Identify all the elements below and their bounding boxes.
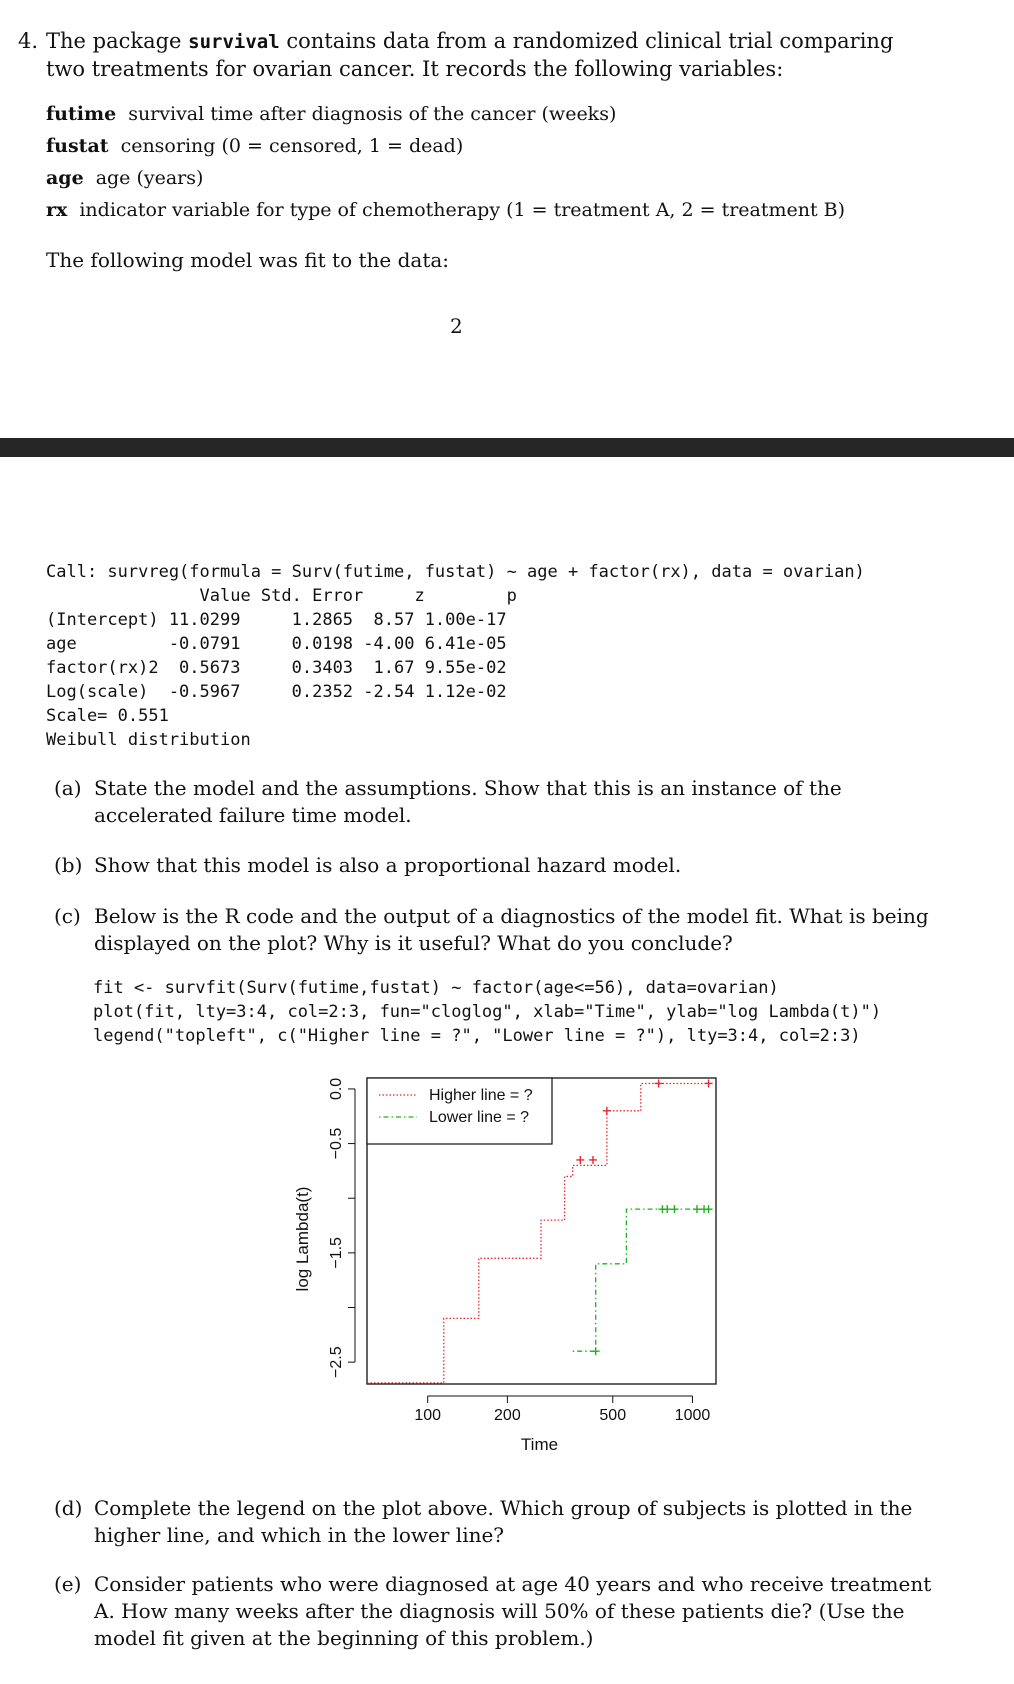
censor-mark [603, 1107, 611, 1115]
problem-intro [46, 28, 938, 83]
x-tick-label: 500 [599, 1407, 627, 1424]
part-b [54, 852, 934, 879]
censor-mark [576, 1156, 584, 1164]
part-text: State the model and the assumptions. Show that this is an instance of the accelerated failure time model. [94, 776, 842, 827]
censor-mark [592, 1347, 600, 1355]
plot-canvas [293, 1060, 736, 1460]
x-tick-label: 200 [494, 1407, 521, 1424]
y-tick-label: −0.5 [328, 1127, 345, 1160]
y-tick-label: −2.5 [328, 1346, 345, 1378]
censor-mark [589, 1156, 597, 1164]
part-label: (a) [54, 776, 82, 800]
r-call: Call: survreg(formula = Surv(futime, fustat) ~ age + factor(rx), data = ovarian) [46, 562, 865, 582]
package-name: survival [188, 31, 280, 53]
part-label: (b) [54, 853, 83, 877]
y-axis-label: log Lambda(t) [293, 1186, 312, 1292]
r-table-row: Log(scale) -0.5967 0.2352 -2.54 1.12e-02 [46, 682, 507, 702]
censor-mark [705, 1079, 713, 1087]
problem-number: 4. [18, 29, 39, 53]
page-number: 2 [450, 314, 463, 338]
problem-statement [18, 28, 938, 83]
part-d [54, 1495, 934, 1549]
part-text: Show that this model is also a proportional hazard model. [94, 853, 682, 877]
variable-name: rx [46, 199, 68, 221]
r-distribution: Weibull distribution [46, 730, 251, 750]
legend-label: Higher line = ? [429, 1087, 533, 1104]
variable-description: indicator variable for type of chemotherapy (1 = treatment A, 2 = treatment B) [79, 199, 846, 221]
variable-futime [46, 103, 616, 125]
part-a [54, 775, 934, 829]
variable-name: futime [46, 103, 117, 125]
variable-description: censoring (0 = censored, 1 = dead) [120, 135, 464, 157]
variable-name: fustat [46, 135, 109, 157]
x-tick-label: 1000 [674, 1407, 711, 1424]
variable-description: survival time after diagnosis of the cancer (weeks) [128, 103, 617, 125]
r-code-line: fit <- survfit(Surv(futime,fustat) ~ factor(age<=56), data=ovarian) [93, 978, 779, 998]
page-divider [0, 438, 1014, 457]
censor-mark [670, 1205, 678, 1213]
legend-label: Lower line = ? [429, 1109, 530, 1126]
censor-mark [693, 1205, 701, 1213]
variable-name: age [46, 167, 84, 189]
variable-description: age (years) [95, 167, 204, 189]
intro-before: The package [46, 29, 189, 53]
censor-mark [655, 1079, 663, 1087]
r-table-row: age -0.0791 0.0198 -4.00 6.41e-05 [46, 634, 507, 654]
model-intro: The following model was fit to the data: [46, 248, 450, 272]
part-label: (c) [54, 904, 81, 928]
part-text: Complete the legend on the plot above. Which group of subjects is plotted in the higher line, and which in the lower line? [94, 1496, 913, 1547]
censor-mark [663, 1205, 671, 1213]
part-text: Consider patients who were diagnosed at age 40 years and who receive treatment A. How many weeks after the diagnosis will 50% of these patients die? (Use the model fit given at the beginning of this problem.) [94, 1572, 932, 1650]
censor-mark [705, 1205, 713, 1213]
r-code-line: legend("topleft", c("Higher line = ?", "Lower line = ?"), lty=3:4, col=2:3) [93, 1026, 861, 1046]
y-tick-label: 0.0 [328, 1077, 345, 1101]
y-tick-label: −1.5 [328, 1237, 345, 1269]
cloglog-plot [293, 1060, 736, 1460]
r-scale: Scale= 0.551 [46, 706, 169, 726]
r-table-header: Value Std. Error z p [46, 586, 517, 606]
part-c [54, 903, 934, 957]
x-axis-label: Time [520, 1435, 559, 1454]
r-table-row: (Intercept) 11.0299 1.2865 8.57 1.00e-17 [46, 610, 507, 630]
x-tick-label: 100 [414, 1407, 442, 1424]
variable-rx [46, 199, 845, 221]
part-label: (e) [54, 1572, 82, 1596]
part-label: (d) [54, 1496, 83, 1520]
variable-fustat [46, 135, 463, 157]
lower-line-series [573, 1209, 709, 1351]
part-e [54, 1571, 934, 1652]
r-code-line: plot(fit, lty=3:4, col=2:3, fun="cloglog", xlab="Time", ylab="log Lambda(t)") [93, 1002, 882, 1022]
intro-after: contains data from a randomized clinical trial comparing two treatments for ovarian cancer. It records the following variables: [46, 29, 894, 81]
variable-age [46, 167, 203, 189]
r-table-row: factor(rx)2 0.5673 0.3403 1.67 9.55e-02 [46, 658, 507, 678]
part-text: Below is the R code and the output of a diagnostics of the model fit. What is being displayed on the plot? Why is it useful? What do you conclude? [94, 904, 929, 955]
